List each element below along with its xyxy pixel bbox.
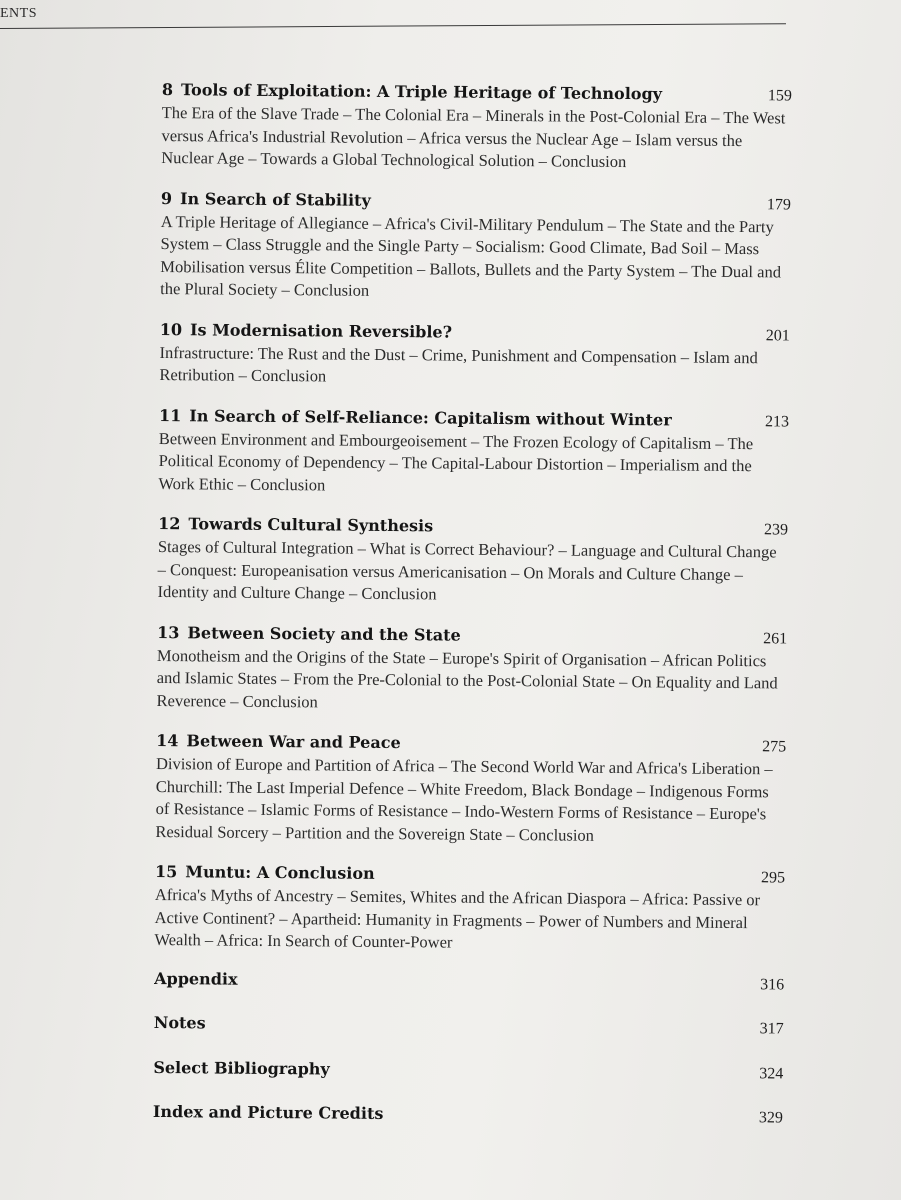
back-matter-title: Appendix bbox=[154, 968, 238, 989]
chapter-description: Stages of Cultural Integration – What is Correct Behaviour? – Language and Cultural Change – Conquest: Europeanisation versus Americanisation – On Morals and Culture Change – Identity and Culture Change – Conclusion bbox=[157, 536, 777, 604]
chapter-title-line bbox=[158, 512, 433, 537]
chapter-title-line bbox=[161, 186, 371, 211]
chapter-number: 8 bbox=[161, 79, 174, 100]
chapter-number: 10 bbox=[159, 319, 183, 339]
toc-entry-notes[interactable] bbox=[153, 1013, 783, 1063]
chapter-number: 13 bbox=[157, 622, 180, 642]
toc-entry-chapter-12[interactable] bbox=[157, 512, 788, 609]
toc-entry-chapter-11[interactable] bbox=[158, 403, 789, 500]
running-head: ENTS bbox=[0, 6, 37, 21]
header-rule bbox=[0, 23, 786, 29]
back-matter-list bbox=[153, 968, 785, 1151]
chapter-description: Monotheism and the Origins of the State – Europe's Spirit of Organisation – African Politics and Islamic States – From the Pre-Colonial to the Post-Colonial State – On Equality and Land Reverence – Conclusion bbox=[156, 645, 778, 711]
chapter-page-number: 201 bbox=[765, 326, 790, 344]
chapter-page-number: 295 bbox=[760, 869, 786, 887]
chapter-title: Between War and Peace bbox=[186, 731, 401, 753]
toc-entry-select-bibliography[interactable] bbox=[153, 1057, 783, 1107]
chapter-title-line bbox=[159, 403, 672, 430]
chapter-title: Between Society and the State bbox=[187, 622, 461, 645]
back-matter-page-number: 324 bbox=[759, 1064, 784, 1082]
chapter-title: Tools of Exploitation: A Triple Heritage of Technology bbox=[180, 80, 663, 104]
chapter-title-line bbox=[160, 317, 452, 343]
chapter-title-line bbox=[156, 729, 401, 754]
chapter-description: Infrastructure: The Rust and the Dust – Crime, Punishment and Compensation – Islam and Retribution – Conclusion bbox=[159, 342, 758, 386]
chapter-page-number: 275 bbox=[762, 738, 787, 756]
table-of-contents bbox=[153, 78, 792, 1152]
chapter-title: Muntu: A Conclusion bbox=[185, 862, 375, 883]
chapter-number: 9 bbox=[160, 188, 173, 208]
toc-entry-appendix[interactable] bbox=[154, 968, 784, 1018]
chapter-description: Division of Europe and Partition of Africa – The Second World War and Africa's Liberation – Churchill: The Last Imperial Defence – White Freedom, Black Bondage – Indigenous Forms of Resistance – Islamic Forms of Resistance – Indo-Western Forms of Resistance – Europe's Residual Sorcery – Partition and the Sovereign State – Conclusion bbox=[155, 753, 773, 845]
chapter-description: The Era of the Slave Trade – The Colonial Era – Minerals in the Post-Colonial Era – The West versus Africa's Industrial Revolution – Africa versus the Nuclear Age – Islam versus the Nuclear Age – Towards a Global Technological Solution – Conclusion bbox=[161, 102, 786, 172]
chapter-list bbox=[154, 78, 792, 957]
toc-entry-chapter-15[interactable] bbox=[154, 860, 785, 957]
toc-entry-chapter-9[interactable] bbox=[160, 186, 791, 305]
chapter-description: Africa's Myths of Ancestry – Semites, Whites and the African Diaspora – Africa: Passive or Active Continent? – Apartheid: Humanity in Fragments – Power of Numbers and Mineral Wealth – Africa: In Search of Counter-Power bbox=[154, 884, 761, 952]
chapter-description: Between Environment and Embourgeoisement – The Frozen Ecology of Capitalism – The Political Economy of Dependency – The Capital-Labour Distortion – Imperialism and the Work Ethic – Conclusion bbox=[158, 428, 754, 494]
back-matter-page-number: 316 bbox=[760, 975, 785, 993]
chapter-description: A Triple Heritage of Allegiance – Africa's Civil-Military Pendulum – The State and the Party System – Class Struggle and the Single Party – Socialism: Good Climate, Bad Soil – Mass Mobilisation versus Élite Competition – Ballots, Bullets and the Party System – The Dual and the Plural Society – Conclusion bbox=[160, 211, 782, 300]
chapter-number: 15 bbox=[154, 861, 178, 882]
toc-entry-chapter-8[interactable] bbox=[161, 78, 792, 175]
toc-entry-chapter-13[interactable] bbox=[156, 620, 787, 717]
chapter-title: Towards Cultural Synthesis bbox=[188, 514, 434, 536]
chapter-number: 14 bbox=[156, 730, 179, 751]
back-matter-title: Select Bibliography bbox=[153, 1057, 330, 1079]
chapter-page-number: 213 bbox=[764, 412, 790, 430]
chapter-title: Is Modernisation Reversible? bbox=[189, 319, 453, 342]
back-matter-title: Index and Picture Credits bbox=[152, 1101, 384, 1123]
chapter-title-line bbox=[162, 78, 662, 105]
chapter-title: In Search of Self-Reliance: Capitalism without Winter bbox=[189, 405, 672, 429]
chapter-page-number: 179 bbox=[766, 195, 791, 213]
toc-entry-index-and-picture-credits[interactable] bbox=[153, 1102, 783, 1152]
toc-entry-chapter-14[interactable] bbox=[155, 729, 786, 848]
chapter-page-number: 159 bbox=[767, 87, 792, 105]
chapter-title: In Search of Stability bbox=[180, 188, 371, 210]
back-matter-page-number: 329 bbox=[758, 1109, 784, 1127]
back-matter-page-number: 317 bbox=[759, 1020, 784, 1038]
chapter-title-line bbox=[155, 860, 375, 885]
chapter-number: 12 bbox=[158, 513, 181, 534]
back-matter-title: Notes bbox=[153, 1012, 206, 1033]
chapter-page-number: 261 bbox=[763, 629, 788, 647]
toc-entry-chapter-10[interactable] bbox=[159, 317, 790, 391]
chapter-page-number: 239 bbox=[764, 521, 789, 539]
chapter-title-line bbox=[157, 620, 461, 646]
chapter-number: 11 bbox=[158, 405, 182, 425]
